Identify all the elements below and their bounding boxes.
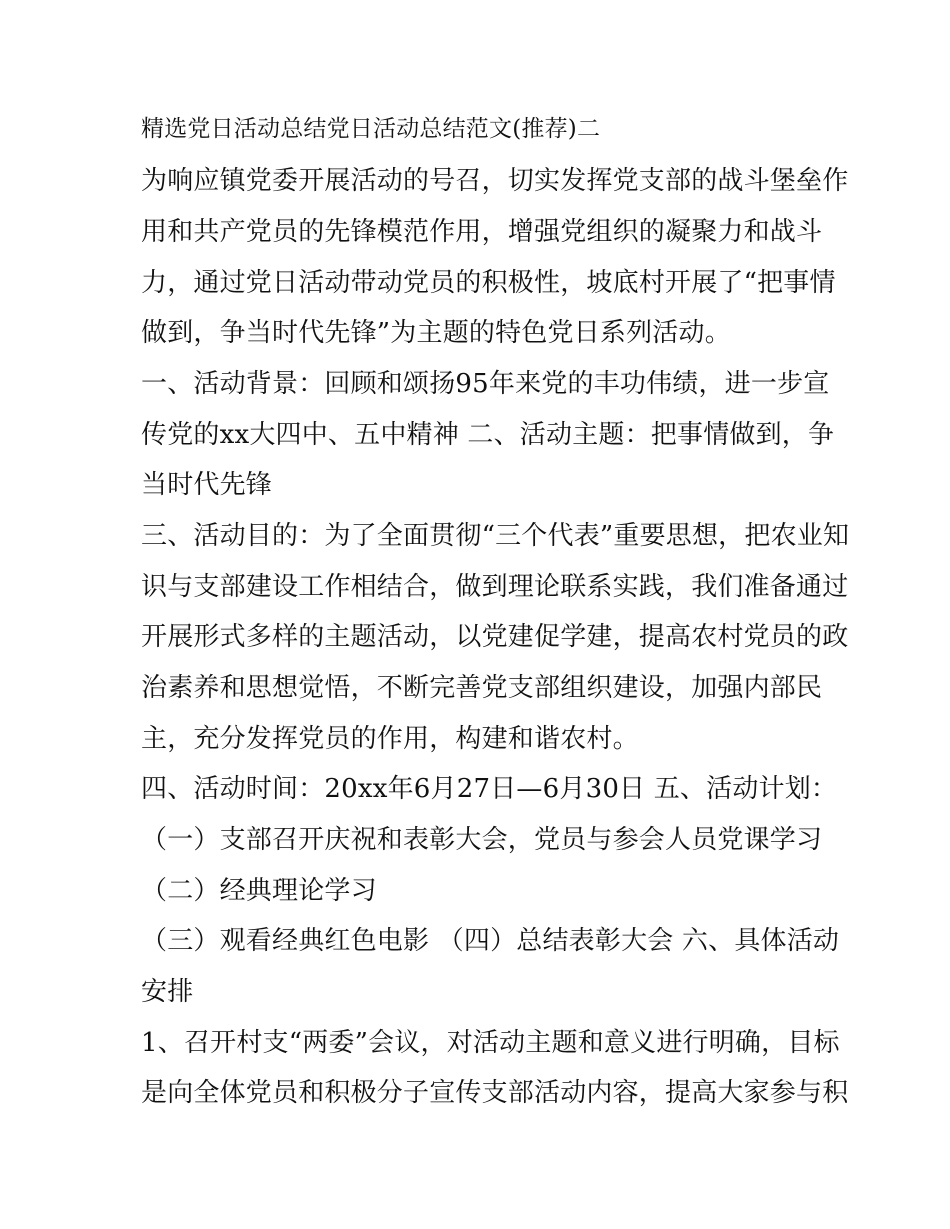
paragraph-line: 开展形式多样的主题活动，以党建促学建，提高农村党员的政 <box>141 622 849 652</box>
document-title: 精选党日活动总结党日活动总结范文(推荐)二 <box>141 116 601 142</box>
paragraph-line: 一、活动背景：回顾和颂扬95年来党的丰功伟绩，进一步宣 <box>141 369 830 399</box>
paragraph-line: 力，通过党日活动带动党员的积极性，坡底村开展了“把事情 <box>141 268 836 298</box>
paragraph-line: 1、召开村支“两委”会议，对活动主题和意义进行明确，目标 <box>141 1028 840 1058</box>
paragraph-line: 做到，争当时代先锋”为主题的特色党日系列活动。 <box>141 318 731 348</box>
paragraph-line: 是向全体党员和积极分子宣传支部活动内容，提高大家参与积 <box>141 1078 849 1108</box>
paragraph-line: （三）观看经典红色电影 （四）总结表彰大会 六、具体活动 <box>141 926 840 956</box>
paragraph-line: 治素养和思想觉悟，不断完善党支部组织建设，加强内部民 <box>141 673 823 703</box>
paragraph-line: （一）支部召开庆祝和表彰大会，党员与参会人员党课学习 <box>141 825 823 855</box>
paragraph-line: 识与支部建设工作相结合，做到理论联系实践，我们准备通过 <box>141 572 849 602</box>
paragraph-line: 安排 <box>141 977 194 1007</box>
paragraph-line: 主，充分发挥党员的作用，构建和谐农村。 <box>141 724 639 754</box>
paragraph-line: （二）经典理论学习 <box>141 876 377 906</box>
paragraph-line: 四、活动时间：20xx年6月27日—6月30日 五、活动计划： <box>141 774 838 804</box>
paragraph-line: 三、活动目的：为了全面贯彻“三个代表”重要思想，把农业知 <box>141 521 850 551</box>
paragraph-line: 当时代先锋 <box>141 470 273 500</box>
paragraph-line: 为响应镇党委开展活动的号召，切实发挥党支部的战斗堡垒作 <box>141 166 849 196</box>
paragraph-line: 传党的xx大四中、五中精神 二、活动主题：把事情做到，争 <box>141 420 835 450</box>
paragraph-line: 用和共产党员的先锋模范作用，增强党组织的凝聚力和战斗 <box>141 217 823 247</box>
